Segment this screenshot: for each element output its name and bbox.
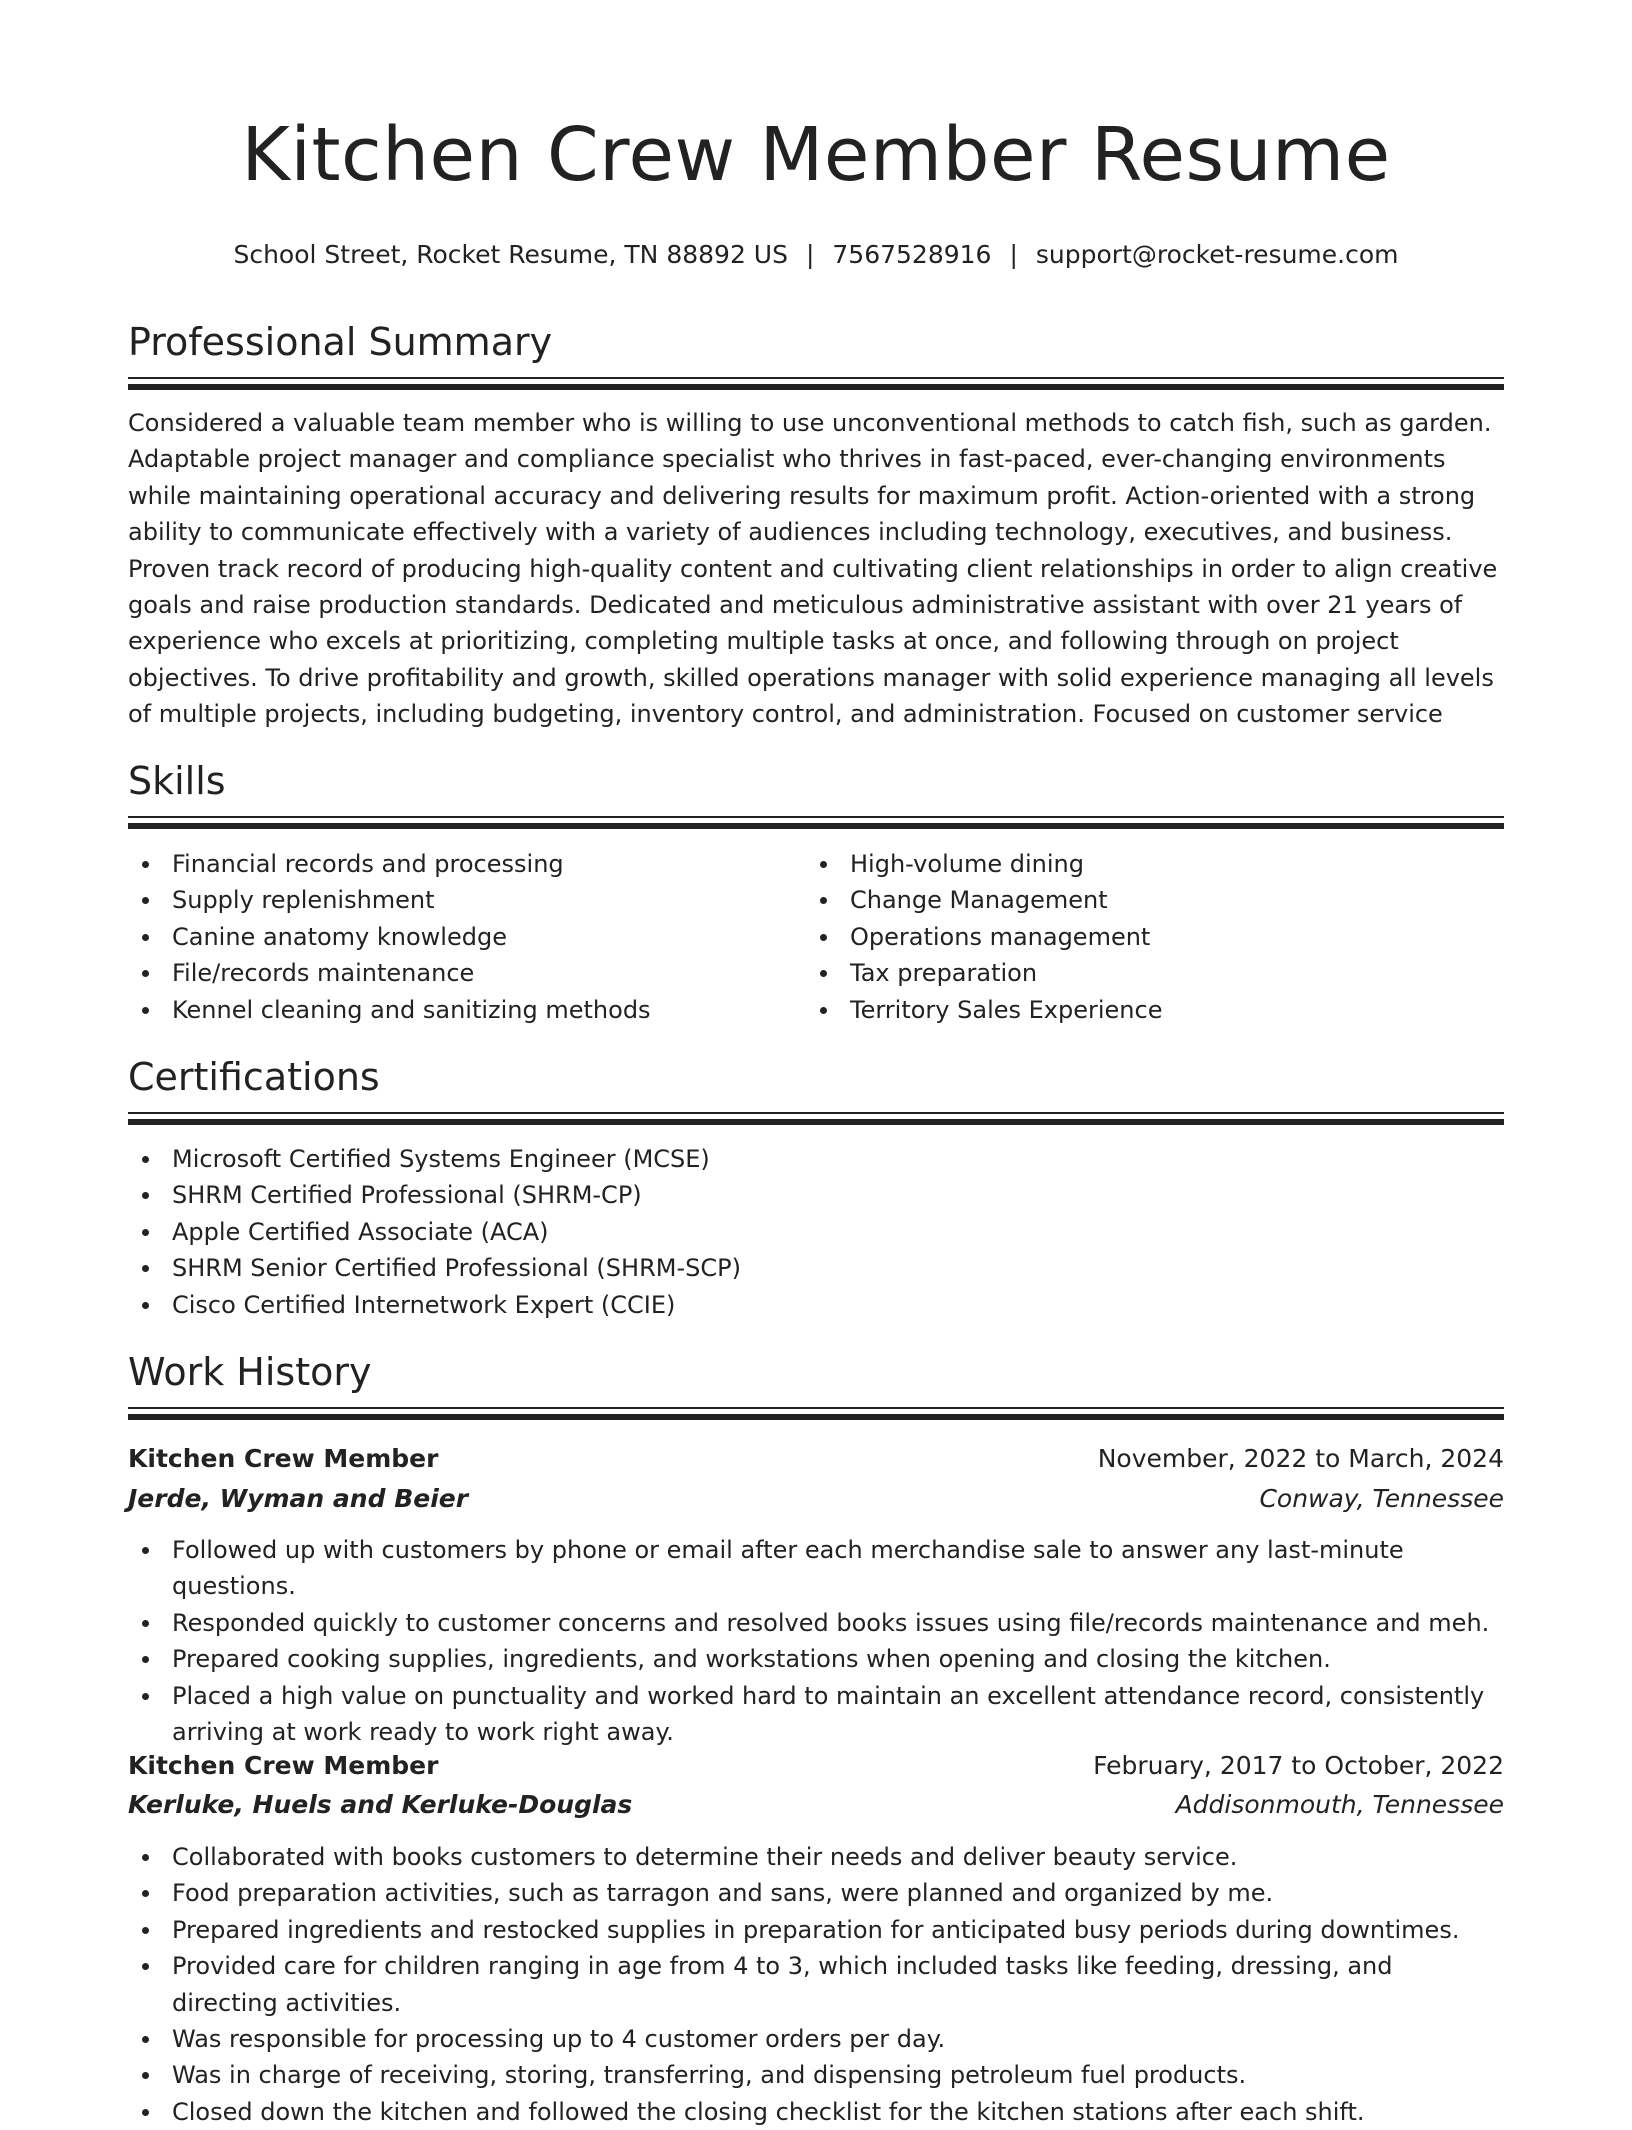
section-divider bbox=[128, 1112, 1504, 1114]
duties-list bbox=[128, 1839, 1504, 2130]
duty-item: Placed a high value on punctuality and worked hard to maintain an excellent attendance record, consistently arriving at work ready to work right away. bbox=[128, 1678, 1504, 1751]
contact-line bbox=[128, 242, 1504, 267]
job-duties bbox=[128, 1532, 1504, 1750]
section-divider bbox=[128, 384, 1504, 390]
certification-item: SHRM Senior Certified Professional (SHRM-SCP) bbox=[128, 1250, 1504, 1286]
resume-title: Kitchen Crew Member Resume bbox=[241, 112, 1391, 198]
summary-heading: Professional Summary bbox=[128, 320, 553, 364]
certification-item: Apple Certified Associate (ACA) bbox=[128, 1214, 1504, 1250]
duty-item: Prepared cooking supplies, ingredients, and workstations when opening and closing the kitchen. bbox=[128, 1641, 1504, 1677]
duty-item: Responded quickly to customer concerns and resolved books issues using file/records maintenance and meh. bbox=[128, 1605, 1504, 1641]
section-divider bbox=[128, 377, 1504, 379]
job-dates: February, 2017 to October, 2022 bbox=[1093, 1751, 1504, 1780]
skill-item: Tax preparation bbox=[806, 955, 1486, 991]
summary-section bbox=[128, 320, 1504, 364]
duty-item: Prepared ingredients and restocked supplies in preparation for anticipated busy periods during downtimes. bbox=[128, 1912, 1504, 1948]
summary-text: Considered a valuable team member who is willing to use unconventional methods to catch fish, such as garden. Adaptable project manager and compliance specialist who thrives in fast-paced, ever-changing environments while maintaining operational accuracy and delivering results for maximum profit. Action-oriented with a strong ability to communicate effectively with a variety of audiences including technology, executives, and business. Proven track record of producing high-quality content and cultivating client relationships in order to align creative goals and raise production standards. Dedicated and meticulous administrative assistant with over 21 years of experience who excels at prioritizing, completing multiple tasks at once, and following through on project objectives. To drive profitability and growth, skilled operations manager with solid experience managing all levels of multiple projects, including budgeting, inventory control, and administration. Focused on customer service bbox=[128, 409, 1498, 729]
skill-item: Operations management bbox=[806, 919, 1486, 955]
job-subheader bbox=[128, 1486, 1504, 1511]
job-title: Kitchen Crew Member bbox=[128, 1444, 439, 1473]
job-location: Conway, Tennessee bbox=[1259, 1484, 1504, 1513]
duty-item: Followed up with customers by phone or email after each merchandise sale to answer any last-minute questions. bbox=[128, 1532, 1504, 1605]
duty-item: Collaborated with books customers to determine their needs and deliver beauty service. bbox=[128, 1839, 1504, 1875]
skills-right-column bbox=[806, 846, 1486, 1028]
job-title: Kitchen Crew Member bbox=[128, 1751, 439, 1780]
duty-item: Closed down the kitchen and followed the closing checklist for the kitchen stations after each shift. bbox=[128, 2094, 1504, 2130]
certifications-block bbox=[128, 1141, 1504, 1323]
section-divider bbox=[128, 1414, 1504, 1420]
separator: | bbox=[805, 240, 815, 269]
section-divider bbox=[128, 1407, 1504, 1409]
skill-item: Canine anatomy knowledge bbox=[128, 919, 808, 955]
email-link[interactable]: support@rocket-resume.com bbox=[1035, 240, 1399, 269]
certifications-heading: Certifications bbox=[128, 1055, 380, 1099]
section-divider bbox=[128, 1119, 1504, 1125]
separator: | bbox=[1009, 240, 1018, 269]
skills-list bbox=[128, 846, 808, 1028]
duty-item: Food preparation activities, such as tarragon and sans, were planned and organized by me. bbox=[128, 1875, 1504, 1911]
skills-left-column bbox=[128, 846, 808, 1028]
job-company: Jerde, Wyman and Beier bbox=[128, 1484, 469, 1513]
duties-list bbox=[128, 1532, 1504, 1750]
duty-item: Provided care for children ranging in age from 4 to 3, which included tasks like feeding, dressing, and directing activities. bbox=[128, 1948, 1504, 2021]
job-subheader bbox=[128, 1792, 1504, 1817]
skill-item: Change Management bbox=[806, 882, 1486, 918]
section-divider bbox=[128, 816, 1504, 818]
skill-item: High-volume dining bbox=[806, 846, 1486, 882]
certifications-section bbox=[128, 1055, 1504, 1099]
skills-heading: Skills bbox=[128, 759, 226, 803]
skill-item: Territory Sales Experience bbox=[806, 992, 1486, 1028]
certification-item: Cisco Certified Internetwork Expert (CCIE) bbox=[128, 1287, 1504, 1323]
skill-item: File/records maintenance bbox=[128, 955, 808, 991]
skill-item: Supply replenishment bbox=[128, 882, 808, 918]
job-location: Addisonmouth, Tennessee bbox=[1175, 1790, 1504, 1819]
work-history-section bbox=[128, 1350, 1504, 1394]
skill-item: Financial records and processing bbox=[128, 846, 808, 882]
job-duties bbox=[128, 1839, 1504, 2130]
section-divider bbox=[128, 823, 1504, 829]
certifications-list bbox=[128, 1141, 1504, 1323]
phone[interactable]: 7567528916 bbox=[832, 240, 992, 269]
duty-item: Was in charge of receiving, storing, transferring, and dispensing petroleum fuel products. bbox=[128, 2057, 1504, 2093]
skills-list bbox=[806, 846, 1486, 1028]
address: School Street, Rocket Resume, TN 88892 US bbox=[233, 240, 788, 269]
skills-section bbox=[128, 759, 1504, 803]
job-dates: November, 2022 to March, 2024 bbox=[1097, 1444, 1504, 1473]
job-company: Kerluke, Huels and Kerluke-Douglas bbox=[128, 1790, 633, 1819]
certification-item: Microsoft Certified Systems Engineer (MCSE) bbox=[128, 1141, 1504, 1177]
skill-item: Kennel cleaning and sanitizing methods bbox=[128, 992, 808, 1028]
certification-item: SHRM Certified Professional (SHRM-CP) bbox=[128, 1177, 1504, 1213]
job-header bbox=[128, 1446, 1504, 1471]
job-header bbox=[128, 1753, 1504, 1778]
duty-item: Was responsible for processing up to 4 customer orders per day. bbox=[128, 2021, 1504, 2057]
work-history-heading: Work History bbox=[128, 1350, 372, 1394]
